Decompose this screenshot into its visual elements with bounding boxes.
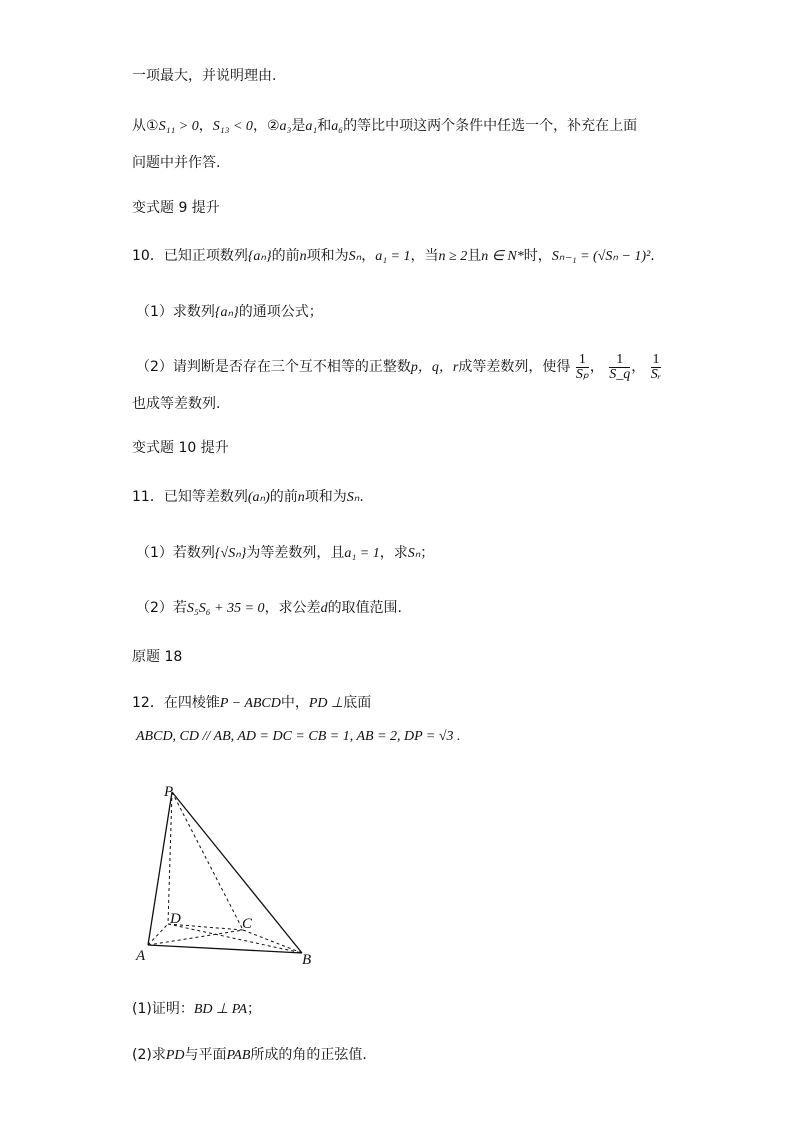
- question-11-part-1: （1）若数列{√Sₙ}为等差数列，且a₁ = 1，求Sₙ；: [136, 545, 435, 561]
- section-heading-original-18: 原题 18: [132, 649, 183, 665]
- fraction-1-over-Sq: $\frac{1}{S\_q}$: [609, 351, 631, 382]
- edge-PC: [172, 792, 243, 930]
- section-heading-variant-9: 变式题 9 提升: [132, 200, 220, 216]
- vertex-label-B: B: [302, 952, 312, 968]
- question-10-part-2: （2）请判断是否存在三个互不相等的正整数p，q，r成等差数列，使得 $\frac{1}{\text{Sₚ}}$ ， $\frac{1}{S\_q}$ ， $\frac{1}{\text{Sᵣ}}$: [136, 351, 662, 382]
- question-10-stem: 10．已知正项数列{aₙ}的前n项和为Sₙ，a₁ = 1，当n ≥ 2且n ∈ N*时，Sₙ₋₁ = (√Sₙ − 1)².: [132, 248, 655, 264]
- sub-question-2: (2)求PD与平面PAB所成的角的正弦值.: [132, 1047, 367, 1063]
- question-11-stem: 11．已知等差数列(aₙ)的前n项和为Sₙ.: [132, 489, 364, 505]
- vertex-label-A: A: [136, 948, 146, 964]
- edge-PB: [172, 792, 302, 953]
- edge-PA: [148, 792, 172, 945]
- fraction-1-over-Sp: $\frac{1}{\text{Sₚ}}$: [575, 351, 589, 382]
- text-line: 一项最大，并说明理由.: [132, 68, 277, 84]
- fraction-1-over-Sr: $\frac{1}{\text{Sᵣ}}$: [650, 351, 662, 382]
- vertex-label-D: D: [170, 911, 181, 927]
- question-11-part-2: （2）若S₅S₆ + 35 = 0，求公差d的取值范围.: [136, 600, 403, 616]
- condition-options-line: 从①S₁₁ > 0，S₁₃ < 0，②a₃是a₁和a₆的等比中项这两个条件中任选一个，补充在上面: [132, 118, 638, 134]
- pyramid-figure: [120, 770, 340, 980]
- question-10-part-1: （1）求数列{aₙ}的通项公式；: [136, 304, 323, 320]
- sub-question-1: (1)证明：BD ⊥ PA；: [132, 1001, 261, 1017]
- vertex-label-P: P: [164, 784, 174, 800]
- section-heading-variant-10: 变式题 10 提升: [132, 440, 229, 456]
- question-12-conditions: ABCD, CD // AB, AD = DC = CB = 1, AB = 2, DP = √3 .: [136, 729, 461, 744]
- question-10-part-2-continued: 也成等差数列.: [132, 396, 221, 412]
- edge-AB: [148, 945, 302, 953]
- text-line: 问题中并作答.: [132, 155, 221, 171]
- question-12-stem: 12．在四棱锥P − ABCD中，PD ⊥底面: [132, 695, 372, 711]
- vertex-label-C: C: [242, 916, 253, 932]
